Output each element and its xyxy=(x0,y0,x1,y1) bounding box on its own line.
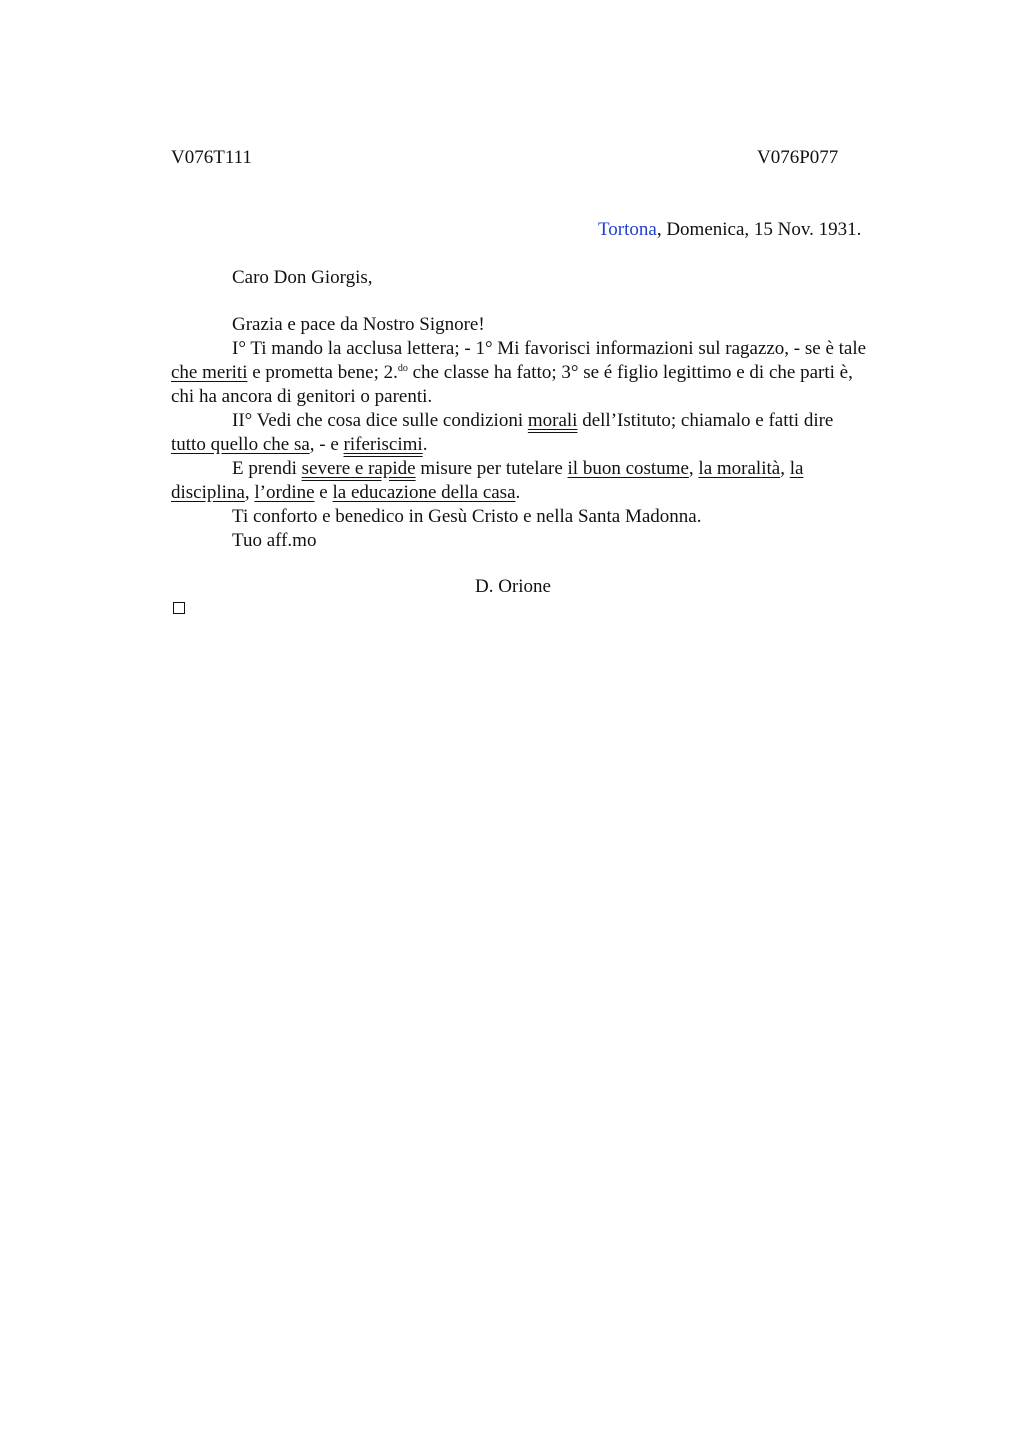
underlined-phrase: la educazione della casa xyxy=(332,482,516,503)
body-line: Ti conforto e benedico in Gesù Cristo e nella Santa Madonna. xyxy=(232,506,702,527)
body-text: e xyxy=(314,482,333,503)
double-underlined-phrase: severe e rapide xyxy=(301,458,416,479)
body-line xyxy=(171,361,931,385)
body-text: misure per tutelare xyxy=(415,458,568,479)
dateline xyxy=(598,218,861,242)
body-text: , xyxy=(688,458,699,479)
checkbox-square-icon xyxy=(173,602,185,614)
place-name: Tortona xyxy=(598,219,657,240)
body-text: II° Vedi che cosa dice sulle condizioni xyxy=(232,410,528,431)
body-text: . xyxy=(515,482,521,503)
body-text: , xyxy=(780,458,790,479)
body-text: , - e xyxy=(309,434,344,455)
underlined-phrase: il buon costume xyxy=(567,458,689,479)
superscript: do xyxy=(397,363,408,374)
underlined-phrase: la xyxy=(789,458,804,479)
closing: Tuo aff.mo xyxy=(232,530,317,551)
double-underlined-phrase: riferiscimi xyxy=(343,434,423,455)
body-text: . xyxy=(422,434,428,455)
document-code-right: V076P077 xyxy=(757,147,839,168)
body-line: I° Ti mando la acclusa lettera; - 1° Mi favorisci informazioni sul ragazzo, - se è tale xyxy=(232,338,867,359)
underlined-phrase: tutto quello che sa xyxy=(171,434,310,455)
body-line xyxy=(171,457,931,481)
body-text: che classe ha fatto; 3° se é figlio legittimo e di che parti è, xyxy=(407,362,853,383)
body-line xyxy=(171,433,931,457)
letter-body xyxy=(171,313,931,553)
body-line xyxy=(171,409,931,433)
signature: D. Orione xyxy=(475,576,551,597)
greeting: Caro Don Giorgis, xyxy=(232,267,373,288)
underlined-phrase: l’ordine xyxy=(254,482,315,503)
double-underlined-phrase: morali xyxy=(527,410,578,431)
document-code-left: V076T111 xyxy=(171,147,252,168)
body-line: Grazia e pace da Nostro Signore! xyxy=(232,314,485,335)
body-text: E prendi xyxy=(232,458,302,479)
underlined-phrase: disciplina xyxy=(171,482,245,503)
body-text: , xyxy=(244,482,255,503)
body-line: chi ha ancora di genitori o parenti. xyxy=(171,386,433,407)
body-text: dell’Istituto; chiamalo e fatti dire xyxy=(577,410,834,431)
body-line xyxy=(171,481,931,505)
body-text: e prometta bene; 2. xyxy=(247,362,398,383)
underlined-phrase: che meriti xyxy=(171,362,248,383)
date-text: , Domenica, 15 Nov. 1931. xyxy=(656,219,862,240)
underlined-phrase: la moralità xyxy=(698,458,781,479)
